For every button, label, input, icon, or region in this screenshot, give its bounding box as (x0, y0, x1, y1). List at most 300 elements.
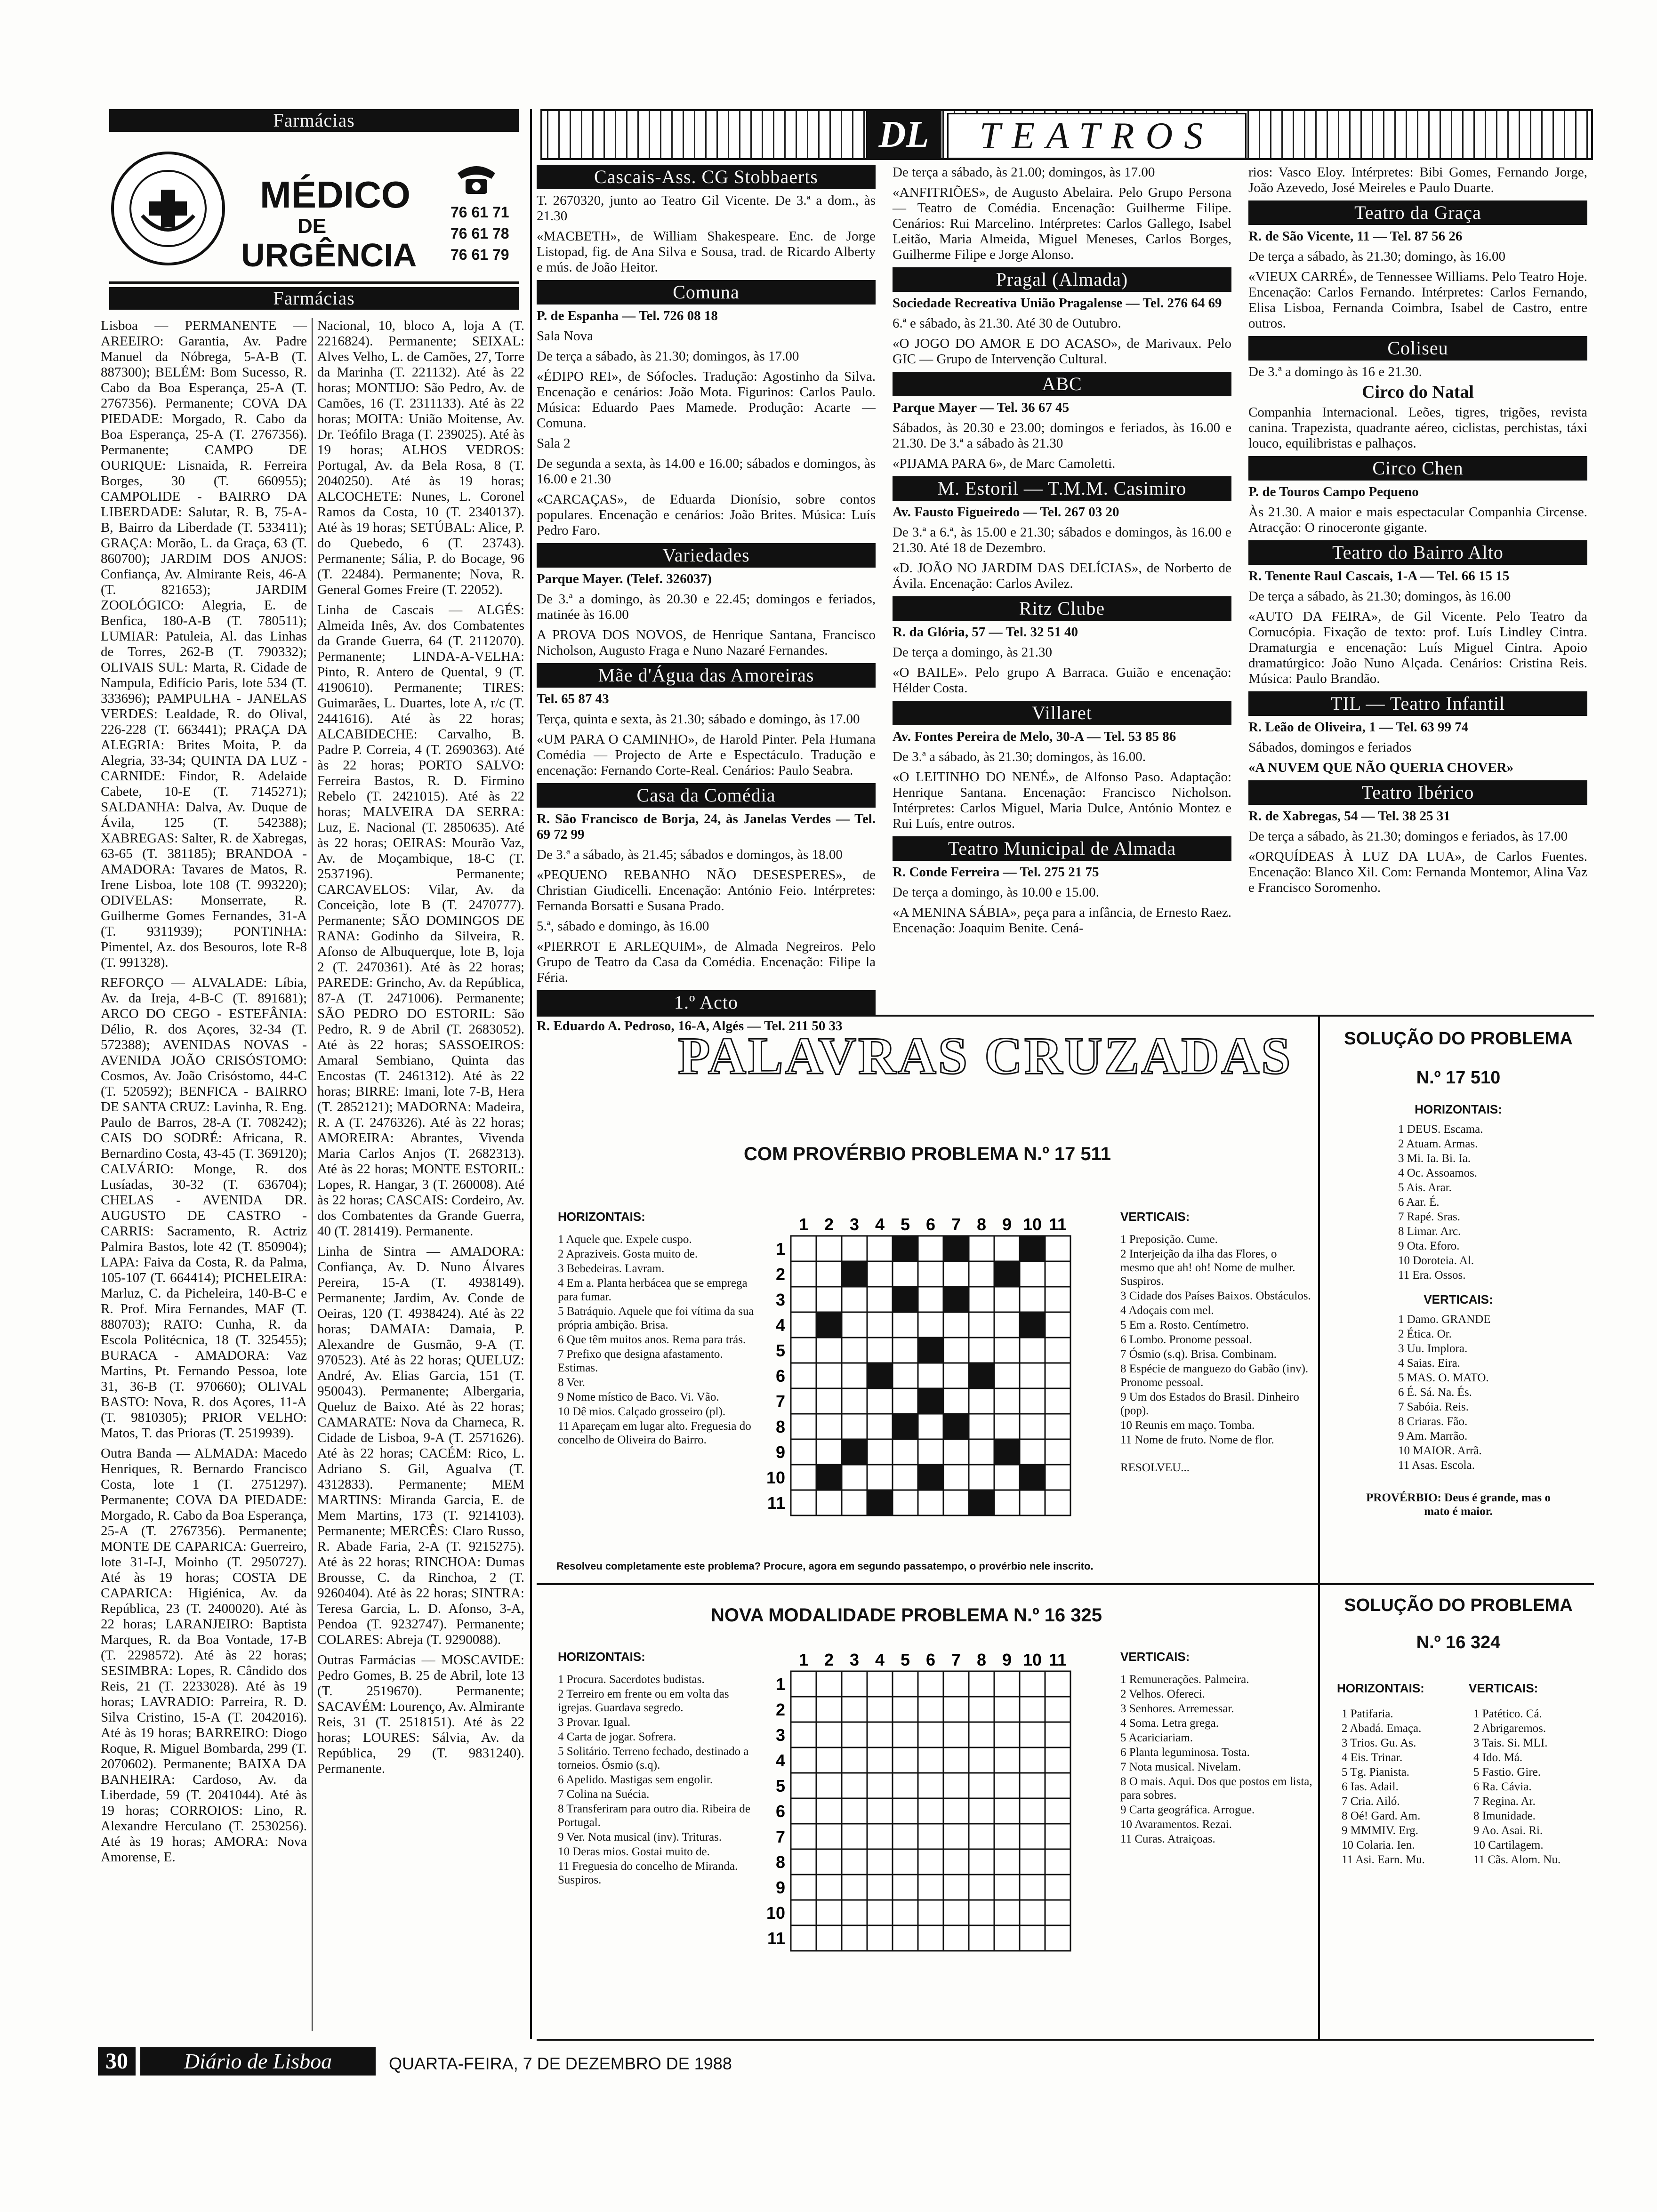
grid-cell[interactable] (893, 1490, 918, 1515)
grid-cell[interactable] (994, 1363, 1020, 1388)
grid-cell[interactable] (816, 1490, 842, 1515)
grid-row-number: 5 (775, 1341, 785, 1360)
clue-horizontal: 4 Em a. Planta herbácea que se emprega para fumar. (558, 1277, 748, 1303)
grid-cell[interactable] (893, 1363, 918, 1388)
grid-cell[interactable] (943, 1465, 969, 1490)
teatro-para: De terça a sábado, às 21.00; domingos, às 17.00 (893, 165, 1155, 180)
grid-cell[interactable] (1045, 1671, 1070, 1697)
grid-cell[interactable] (943, 1388, 969, 1414)
grid-cell[interactable] (969, 1338, 994, 1363)
grid-cell[interactable] (893, 1465, 918, 1490)
grid-cell[interactable] (969, 1439, 994, 1465)
grid-cell[interactable] (1020, 1261, 1045, 1287)
grid-cell[interactable] (1020, 1747, 1045, 1773)
grid-cell[interactable] (994, 1697, 1020, 1722)
grid-cell[interactable] (867, 1875, 893, 1900)
grid-cell[interactable] (1020, 1671, 1045, 1697)
solution-horizontal: 1 Patifaria. (1342, 1707, 1393, 1720)
grid-cell[interactable] (816, 1900, 842, 1925)
grid-cell[interactable] (969, 1236, 994, 1261)
grid-cell[interactable] (816, 1773, 842, 1798)
grid-cell[interactable] (943, 1773, 969, 1798)
grid-cell[interactable] (1045, 1900, 1070, 1925)
grid-cell[interactable] (842, 1773, 867, 1798)
grid-cell[interactable] (816, 1363, 842, 1388)
teatro-header: Coliseu (1248, 336, 1587, 361)
grid-cell[interactable] (1045, 1287, 1070, 1312)
grid-cell[interactable] (918, 1900, 943, 1925)
grid-cell[interactable] (994, 1414, 1020, 1439)
grid-cell[interactable] (816, 1875, 842, 1900)
grid-cell[interactable] (791, 1236, 816, 1261)
palavras-grid[interactable] (763, 1214, 1116, 1525)
grid-cell[interactable] (1045, 1798, 1070, 1824)
solution-vertical: 3 Uu. Implora. (1398, 1342, 1468, 1355)
solucao2-h-label: HORIZONTAIS: (1337, 1681, 1424, 1695)
grid-cell[interactable] (969, 1773, 994, 1798)
grid-cell[interactable] (969, 1900, 994, 1925)
grid-cell[interactable] (867, 1388, 893, 1414)
teatro-para: «O JOGO DO AMOR E DO ACASO», de Marivaux. Pelo GIC — Grupo de Intervenção Cultural. (893, 336, 1231, 367)
grid-cell[interactable] (867, 1747, 893, 1773)
grid-cell[interactable] (893, 1747, 918, 1773)
grid-cell[interactable] (842, 1849, 867, 1875)
grid-cell[interactable] (816, 1388, 842, 1414)
grid-cell[interactable] (969, 1875, 994, 1900)
grid-cell[interactable] (791, 1338, 816, 1363)
teatro-para: «PEQUENO REBANHO NÃO DESESPERES», de Christian Giudicelli. Encenação: António Feio. Intérpretes: Fernanda Borsatti e Susana Prado. (537, 867, 876, 914)
grid-cell[interactable] (1020, 1439, 1045, 1465)
grid-cell[interactable] (918, 1414, 943, 1439)
grid-cell[interactable] (1020, 1849, 1045, 1875)
grid-cell[interactable] (842, 1287, 867, 1312)
grid-row-number: 5 (775, 1776, 785, 1795)
grid-cell[interactable] (1020, 1490, 1045, 1515)
grid-cell[interactable] (867, 1773, 893, 1798)
grid-cell[interactable] (867, 1261, 893, 1287)
grid-col-number: 6 (925, 1650, 936, 1669)
grid-cell[interactable] (918, 1925, 943, 1951)
grid-cell[interactable] (867, 1849, 893, 1875)
grid-cell[interactable] (994, 1236, 1020, 1261)
grid-cell[interactable] (791, 1900, 816, 1925)
grid-cell[interactable] (1045, 1490, 1070, 1515)
teatro-para: De terça a domingo, às 10.00 e 15.00. (893, 885, 1099, 900)
clue-horizontal: 9 Ver. Nota musical (inv). Trituras. (558, 1831, 722, 1843)
grid-cell[interactable] (1020, 1414, 1045, 1439)
grid-cell[interactable] (994, 1824, 1020, 1849)
grid-cell[interactable] (943, 1722, 969, 1747)
grid-cell[interactable] (842, 1747, 867, 1773)
teatro-para: De 3.ª a sábado, às 21.30; domingos, às 16.00. (893, 749, 1146, 764)
grid-cell[interactable] (842, 1388, 867, 1414)
grid-cell[interactable] (893, 1824, 918, 1849)
grid-cell[interactable] (791, 1465, 816, 1490)
grid-cell[interactable] (943, 1312, 969, 1338)
grid-cell[interactable] (816, 1849, 842, 1875)
grid-cell[interactable] (969, 1824, 994, 1849)
grid-cell[interactable] (918, 1236, 943, 1261)
col-divider-2 (530, 109, 532, 2039)
grid-cell[interactable] (1045, 1925, 1070, 1951)
grid-cell[interactable] (842, 1465, 867, 1490)
solution-horizontal: 8 Limar. Arc. (1398, 1225, 1461, 1238)
grid-cell[interactable] (867, 1465, 893, 1490)
grid-cell[interactable] (994, 1338, 1020, 1363)
teatro-para: De 3.ª a domingo às 16 e 21.30. (1248, 364, 1422, 379)
grid-cell[interactable] (943, 1439, 969, 1465)
grid-cell[interactable] (791, 1849, 816, 1875)
grid-cell[interactable] (918, 1261, 943, 1287)
teatro-ritz (893, 596, 1231, 696)
grid-cell[interactable] (1045, 1747, 1070, 1773)
grid-cell[interactable] (994, 1925, 1020, 1951)
grid-cell[interactable] (918, 1849, 943, 1875)
grid-cell[interactable] (918, 1875, 943, 1900)
grid-cell[interactable] (791, 1287, 816, 1312)
clue-horizontal: 1 Procura. Sacerdotes budistas. (558, 1673, 705, 1686)
grid-cell[interactable] (842, 1338, 867, 1363)
grid-cell[interactable] (816, 1798, 842, 1824)
clue-vertical: 8 Espécie de manguezo do Gabão (inv). Pronome pessoal. (1120, 1362, 1309, 1389)
grid-cell[interactable] (969, 1747, 994, 1773)
grid-cell[interactable] (816, 1287, 842, 1312)
grid-black-cell (816, 1312, 842, 1338)
grid-cell[interactable] (791, 1925, 816, 1951)
grid-cell[interactable] (816, 1722, 842, 1747)
grid-cell[interactable] (867, 1287, 893, 1312)
grid-cell[interactable] (918, 1747, 943, 1773)
grid-col-number: 9 (1002, 1215, 1012, 1234)
grid-col-number: 11 (1048, 1215, 1067, 1234)
grid-cell[interactable] (842, 1697, 867, 1722)
grid-cell[interactable] (842, 1363, 867, 1388)
grid-cell[interactable] (1020, 1388, 1045, 1414)
grid-cell[interactable] (791, 1439, 816, 1465)
grid-cell[interactable] (893, 1261, 918, 1287)
grid-cell[interactable] (994, 1747, 1020, 1773)
grid-cell[interactable] (969, 1465, 994, 1490)
grid-cell[interactable] (969, 1798, 994, 1824)
grid-cell[interactable] (969, 1925, 994, 1951)
teatro-bairro-alto (1248, 540, 1587, 687)
grid-cell[interactable] (943, 1875, 969, 1900)
grid-cell[interactable] (842, 1671, 867, 1697)
grid-cell[interactable] (816, 1414, 842, 1439)
grid-cell[interactable] (969, 1849, 994, 1875)
grid-cell[interactable] (816, 1671, 842, 1697)
solution-horizontal: 1 DEUS. Escama. (1398, 1123, 1483, 1136)
grid-cell[interactable] (969, 1697, 994, 1722)
teatro-para: «A MENINA SÁBIA», peça para a infância, de Ernesto Raez. Encenação: Joaquim Benite. Cená- (893, 905, 1231, 936)
grid-cell[interactable] (842, 1900, 867, 1925)
grid-cell[interactable] (994, 1671, 1020, 1697)
grid-cell[interactable] (816, 1925, 842, 1951)
grid-cell[interactable] (842, 1824, 867, 1849)
grid-cell[interactable] (893, 1875, 918, 1900)
grid-cell[interactable] (918, 1722, 943, 1747)
solution-vertical: 8 Criaras. Fão. (1398, 1415, 1468, 1428)
grid-cell[interactable] (969, 1722, 994, 1747)
grid-cell[interactable] (943, 1925, 969, 1951)
teatro-villaret (893, 701, 1231, 832)
grid-cell[interactable] (791, 1722, 816, 1747)
grid-cell[interactable] (1045, 1773, 1070, 1798)
grid-cell[interactable] (1045, 1697, 1070, 1722)
teatro-para: De terça a sábado, às 21.30; domingos, às 16.00 (1248, 589, 1511, 604)
grid-cell[interactable] (842, 1490, 867, 1515)
grid-cell[interactable] (1045, 1875, 1070, 1900)
grid-cell[interactable] (994, 1312, 1020, 1338)
grid-row-number: 4 (775, 1315, 785, 1335)
solution-horizontal: 11 Era. Ossos. (1398, 1269, 1466, 1282)
grid-cell[interactable] (1020, 1875, 1045, 1900)
grid-cell[interactable] (893, 1849, 918, 1875)
grid-cell[interactable] (918, 1439, 943, 1465)
grid-cell[interactable] (994, 1287, 1020, 1312)
grid-cell[interactable] (842, 1925, 867, 1951)
grid-cell[interactable] (816, 1261, 842, 1287)
grid-cell[interactable] (842, 1875, 867, 1900)
grid-cell[interactable] (969, 1261, 994, 1287)
grid-cell[interactable] (867, 1338, 893, 1363)
solution-vertical: 1 Patético. Cá. (1473, 1707, 1542, 1720)
grid-cell[interactable] (816, 1439, 842, 1465)
grid-cell[interactable] (867, 1439, 893, 1465)
grid-cell[interactable] (1045, 1824, 1070, 1849)
grid-cell[interactable] (867, 1697, 893, 1722)
palavras-horizontais (558, 1210, 760, 1448)
teatro-header: Ritz Clube (893, 596, 1231, 621)
grid-cell[interactable] (816, 1747, 842, 1773)
grid-cell[interactable] (816, 1338, 842, 1363)
grid-cell[interactable] (1045, 1236, 1070, 1261)
grid-cell[interactable] (943, 1747, 969, 1773)
grid-row-number: 1 (775, 1675, 785, 1694)
solution-vertical: 6 Ra. Cávia. (1473, 1780, 1532, 1793)
grid-cell[interactable] (943, 1490, 969, 1515)
grid-cell[interactable] (918, 1798, 943, 1824)
grid-cell[interactable] (918, 1773, 943, 1798)
teatro-header: TIL — Teatro Infantil (1248, 691, 1587, 716)
clue-vertical: 8 O mais. Aqui. Dos que postos em lista, para sobres. (1120, 1775, 1312, 1802)
solution-horizontal: 9 MMMIV. Erg. (1342, 1824, 1418, 1837)
solution-vertical: 5 MAS. O. MATO. (1398, 1371, 1489, 1384)
grid-black-cell (969, 1490, 994, 1515)
grid-cell[interactable] (918, 1824, 943, 1849)
grid-col-number: 9 (1002, 1650, 1012, 1669)
grid-cell[interactable] (918, 1671, 943, 1697)
grid-cell[interactable] (918, 1363, 943, 1388)
grid-cell[interactable] (867, 1722, 893, 1747)
grid-cell[interactable] (969, 1287, 994, 1312)
grid-cell[interactable] (791, 1824, 816, 1849)
grid-col-number: 1 (798, 1215, 809, 1234)
grid-cell[interactable] (1020, 1798, 1045, 1824)
solution-vertical: 4 Saias. Eira. (1398, 1357, 1460, 1370)
grid-cell[interactable] (867, 1312, 893, 1338)
farmacias-col-1 (101, 318, 307, 2041)
grid-cell[interactable] (994, 1875, 1020, 1900)
teatro-para: De terça a sábado, às 21.30; domingos e feriados, às 17.00 (1248, 829, 1568, 844)
grid-cell[interactable] (867, 1671, 893, 1697)
grid-cell[interactable] (943, 1261, 969, 1287)
teatros-col-1 (537, 165, 876, 1034)
grid-cell[interactable] (943, 1363, 969, 1388)
farmacias-linha-sintra: Linha de Sintra — AMADORA: Confiança, Av. D. Nuno Álvares Pereira, 15-A (T. 4938149). Permanente; Jardim, Av. Conde de Oeiras, 120 (T. 4938424). Até às 22 horas; DAMAIA: Damaia, P. Alexandre de Gusmão, 9-A (T. 970523). Até às 22 horas; QUELUZ: André, Av. Elias Garcia, 151 (T. 950043). Permanente; Albergaria, Queluz de Baixo. Até às 22 horas; CAMARATE: Nova da Charneca, R. Cidade de Lisboa, 9-A (T. 2571626). Até às 22 horas; CACÉM: Rico, L. Adriano S. Gil, Agualva (T. 4312833). Permanente; MEM MARTINS: Miranda Garcia, E. de Mem Martins, 173 (T. 9214103). Permanente; MERCÊS: Claro Russo, R. Abade Faria, 2-A (T. 9215275). Até às 22 horas; RINCHOA: Dumas Brousse, C. da Rinchoa, 2 (T. 9260404). Até às 22 horas; SINTRA: Teresa Garcia, L. D. Afonso, 3-A, Pendoa (T. 9232747). Permanente; COLARES: Abreja (T. 9290088). (317, 1244, 524, 1647)
grid-row-number: 1 (775, 1239, 785, 1258)
grid-cell[interactable] (842, 1798, 867, 1824)
grid-cell[interactable] (893, 1798, 918, 1824)
grid-cell[interactable] (969, 1414, 994, 1439)
grid-cell[interactable] (943, 1697, 969, 1722)
grid-cell[interactable] (918, 1697, 943, 1722)
clue-vertical: 7 Nota musical. Nivelam. (1120, 1761, 1241, 1773)
teatro-para: «MACBETH», de William Shakespeare. Enc. de Jorge Listopad, fig. de Ana Silva e Sousa, trad. de Ricardo Alberty e mús. de João Heitor. (537, 229, 876, 275)
grid-cell[interactable] (1020, 1338, 1045, 1363)
grid-cell[interactable] (791, 1875, 816, 1900)
medico-label: MÉDICO (260, 174, 410, 216)
grid-cell[interactable] (791, 1388, 816, 1414)
grid-cell[interactable] (867, 1798, 893, 1824)
grid-cell[interactable] (842, 1312, 867, 1338)
grid-cell[interactable] (893, 1439, 918, 1465)
teatro-pragal (893, 267, 1231, 367)
grid-cell[interactable] (1020, 1824, 1045, 1849)
grid-cell[interactable] (893, 1671, 918, 1697)
clue-horizontal: 6 Apelido. Mastigas sem engolir. (558, 1773, 713, 1786)
grid-cell[interactable] (994, 1900, 1020, 1925)
grid-row-number: 9 (775, 1878, 785, 1897)
nova-verticais (1120, 1650, 1313, 1847)
grid-cell[interactable] (893, 1773, 918, 1798)
grid-cell[interactable] (893, 1697, 918, 1722)
grid-cell[interactable] (1045, 1261, 1070, 1287)
grid-cell[interactable] (969, 1312, 994, 1338)
grid-cell[interactable] (816, 1236, 842, 1261)
grid-cell[interactable] (1045, 1465, 1070, 1490)
grid-cell[interactable] (994, 1849, 1020, 1875)
grid-cell[interactable] (867, 1236, 893, 1261)
grid-cell[interactable] (994, 1490, 1020, 1515)
grid-cell[interactable] (994, 1798, 1020, 1824)
grid-cell[interactable] (1020, 1925, 1045, 1951)
grid-cell[interactable] (1045, 1849, 1070, 1875)
grid-cell[interactable] (791, 1363, 816, 1388)
grid-cell[interactable] (867, 1925, 893, 1951)
grid-cell[interactable] (842, 1722, 867, 1747)
clue-horizontal: 11 Freguesia do concelho de Miranda. Suspiros. (558, 1860, 738, 1886)
grid-cell[interactable] (791, 1798, 816, 1824)
grid-cell[interactable] (943, 1671, 969, 1697)
grid-cell[interactable] (791, 1312, 816, 1338)
grid-cell[interactable] (791, 1773, 816, 1798)
teatro-casa-comedia (537, 783, 876, 986)
solution-horizontal: 11 Asi. Earn. Mu. (1342, 1853, 1425, 1866)
grid-cell[interactable] (791, 1261, 816, 1287)
grid-cell[interactable] (918, 1312, 943, 1338)
grid-cell[interactable] (842, 1414, 867, 1439)
grid-cell[interactable] (791, 1490, 816, 1515)
grid-cell[interactable] (969, 1671, 994, 1697)
grid-black-cell (994, 1261, 1020, 1287)
grid-cell[interactable] (943, 1849, 969, 1875)
grid-cell[interactable] (918, 1490, 943, 1515)
grid-cell[interactable] (1020, 1773, 1045, 1798)
nova-horizontais (558, 1650, 760, 1888)
grid-row-number: 11 (767, 1493, 785, 1513)
nova-v-label: VERTICAIS: (1120, 1650, 1190, 1664)
teatro-header: M. Estoril — T.M.M. Casimiro (893, 476, 1231, 501)
grid-cell[interactable] (893, 1312, 918, 1338)
grid-cell[interactable] (1045, 1363, 1070, 1388)
grid-cell[interactable] (994, 1388, 1020, 1414)
grid-cell[interactable] (918, 1287, 943, 1312)
palavras-footnote: Resolveu completamente este problema? Procure, agora em segundo passatempo, o provérbio nele inscrito. (556, 1560, 1094, 1572)
grid-cell[interactable] (867, 1414, 893, 1439)
grid-cell[interactable] (893, 1388, 918, 1414)
grid-cell[interactable] (943, 1798, 969, 1824)
grid-cell[interactable] (943, 1900, 969, 1925)
grid-cell[interactable] (842, 1236, 867, 1261)
nova-grid[interactable] (763, 1650, 1116, 1951)
grid-cell[interactable] (943, 1824, 969, 1849)
grid-cell[interactable] (867, 1900, 893, 1925)
grid-cell[interactable] (1020, 1900, 1045, 1925)
grid-cell[interactable] (791, 1697, 816, 1722)
grid-cell[interactable] (893, 1722, 918, 1747)
grid-cell[interactable] (893, 1925, 918, 1951)
teatro-para: «A NUVEM QUE NÃO QUERIA CHOVER» (1248, 760, 1514, 775)
teatro-abc (893, 372, 1231, 472)
grid-cell[interactable] (1045, 1414, 1070, 1439)
grid-black-cell (918, 1338, 943, 1363)
solution-vertical: 7 Regina. Ar. (1473, 1795, 1536, 1808)
grid-black-cell (994, 1439, 1020, 1465)
grid-cell[interactable] (1045, 1312, 1070, 1338)
grid-cell[interactable] (994, 1465, 1020, 1490)
grid-cell[interactable] (1020, 1697, 1045, 1722)
teatro-til (1248, 691, 1587, 776)
farmacias-reforco: REFORÇO — ALVALADE: Líbia, Av. da Ireja, 4-B-C (T. 891681); ARCO DO CEGO - ESTEFÂNIA: Délio, R. dos Açores, 32-34 (T. 572388); AVENIDAS NOVAS - AVENIDA JOÃO CRISÓSTOMO: Cosmos, Av. João Crisóstomo, 44-C (T. 520592); BENFICA - BAIRRO DE SANTA CRUZ: Lavinha, R. Eng. Paulo de Barros, 28-A (T. 708242); CAIS DO SODRÉ: Africana, R. Bernardino Costa, 43-45 (T. 369120); CALVÁRIO: Monge, R. dos Lusíadas, 30-32 (T. 636704); CHELAS - AVENIDA DR. AUGUSTO DE CASTRO - CARRIS: Sacramento, R. Actriz Palmira Bastos, lote 42 (T. 850904); LAPA: Faiva da Costa, R. da Palma, 105-107 (T. 664414); PICHELEIRA: Marluz, C. da Picheleira, 140-B-C e R. Prof. Mira Fernandes, MAF (T. 880703); RATO: Cunha, R. da Escola Politécnica, 18 (T. 325455); BURACA - AMADORA: Vaz Martins, Pt. Fernando Pessoa, lote 31, 36-B (T. 970660); OLIVAL BASTO: Nova, R. dos Açores, 11-A (T. 9810305); PRIOR VELHO: Matos, T. das Prioras (T. 2519939). (101, 975, 307, 1441)
solution-vertical: 7 Sabóia. Reis. (1398, 1401, 1469, 1413)
grid-cell[interactable] (816, 1697, 842, 1722)
grid-cell[interactable] (969, 1388, 994, 1414)
urgencia-phone-2: 76 61 78 (450, 225, 509, 242)
grid-cell[interactable] (816, 1824, 842, 1849)
grid-cell[interactable] (1045, 1439, 1070, 1465)
solution-horizontal: 6 Aar. É. (1398, 1196, 1440, 1209)
grid-row-number: 3 (775, 1725, 785, 1745)
grid-cell[interactable] (1045, 1722, 1070, 1747)
teatro-para: «AUTO DA FEIRA», de Gil Vicente. Pelo Teatro da Cornucópia. Fixação de texto: prof. Luís Lindley Cintra. Dramaturgia e encenação: Luís Miguel Cintra. Apoio dramatúrgico: João Nuno Alçada. Cenários: Cristina Reis. Música: Paulo Brandão. (1248, 609, 1587, 686)
grid-cell[interactable] (943, 1338, 969, 1363)
grid-cell[interactable] (791, 1414, 816, 1439)
grid-cell[interactable] (1045, 1388, 1070, 1414)
grid-cell[interactable] (791, 1671, 816, 1697)
grid-cell[interactable] (1020, 1722, 1045, 1747)
grid-cell[interactable] (867, 1824, 893, 1849)
grid-cell[interactable] (893, 1900, 918, 1925)
grid-cell[interactable] (994, 1773, 1020, 1798)
grid-cell[interactable] (791, 1747, 816, 1773)
grid-cell[interactable] (1045, 1338, 1070, 1363)
grid-cell[interactable] (1020, 1287, 1045, 1312)
palavras-subtitle: COM PROVÉRBIO PROBLEMA N.º 17 511 (744, 1144, 1111, 1164)
grid-cell[interactable] (994, 1722, 1020, 1747)
grid-cell[interactable] (893, 1338, 918, 1363)
grid-cell[interactable] (1020, 1363, 1045, 1388)
